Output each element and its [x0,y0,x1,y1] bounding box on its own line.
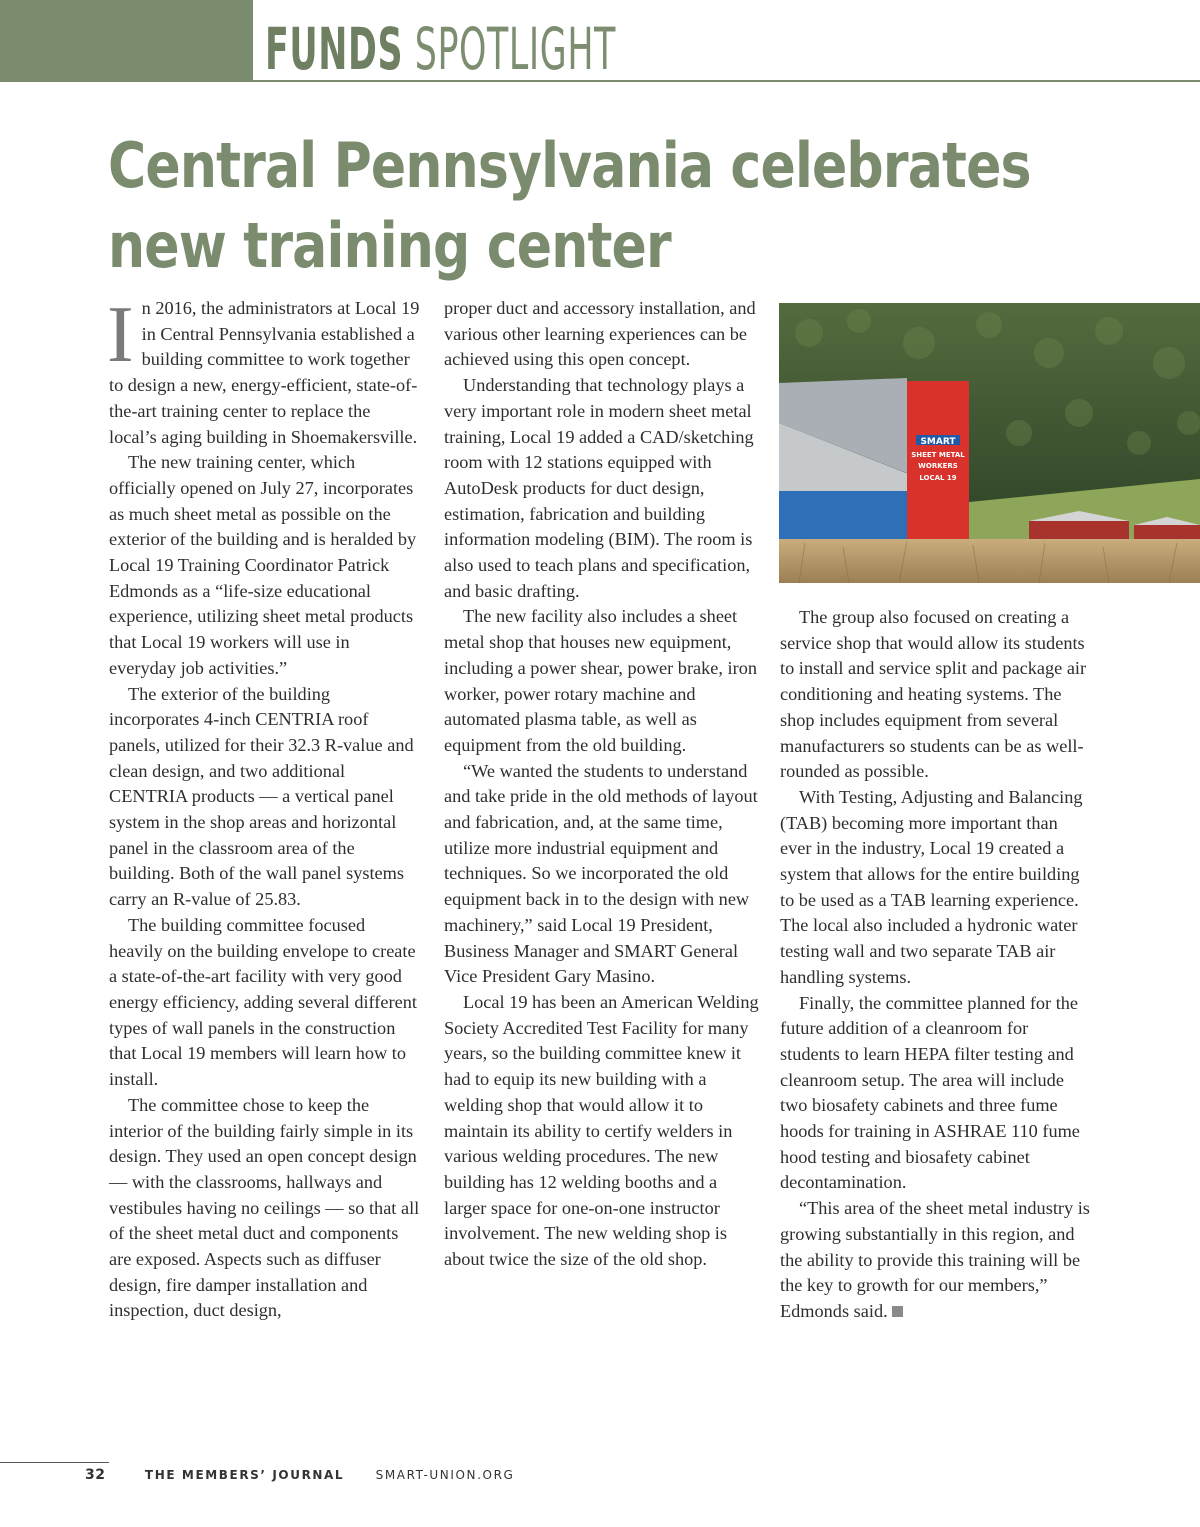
section-label [265,16,616,82]
website-url: SMART-UNION.ORG [375,1468,515,1482]
article-paragraph: The new training center, which officially opened on July 27, incorporates as much sheet metal as possible on the exterior of the building and is heralded by Local 19 Training Coordinator Patrick Edmonds as a “life-size educational experience, utilizing sheet metal products that Local 19 workers will use in everyday job activities.” [109,452,417,678]
text-column-2 [444,296,759,1273]
article-paragraph-continued: proper duct and accessory installation, and various other learning experiences can be achieved using this open concept. [444,298,756,370]
text-column-1 [107,291,421,1324]
sign-line-2: SHEET METAL [911,451,965,459]
paragraph-text: “This area of the sheet metal industry is growing substantially in this region, and the ability to provide this training will be the key to growth for our members,” Edmonds said. [780,1198,1090,1321]
article-headline [108,126,1116,286]
page-number: 32 [85,1467,106,1483]
header-color-block [0,0,253,82]
paragraph-text: n 2016, the administrators at Local 19 in Central Pennsylvania established a building committee to work together to design a new, energy-efficient, state-of-the-art training center to replace the local’s aging building in Shoemakersville. [109,298,420,447]
sign-line-1: SMART [920,437,956,447]
article-paragraph: Understanding that technology plays a very important role in modern sheet metal training, Local 19 added a CAD/sketching room with 12 stations equipped with AutoDesk products for duct design, estimation, fabrication and building information modeling (BIM). The room is also used to teach plans and specification, and basic drafting. [444,375,754,601]
red-wall-panel [907,381,969,561]
sign-line-3: WORKERS [918,462,958,470]
article-paragraph-final [780,1196,1092,1325]
training-center-photo [779,303,1200,583]
article-paragraph: Local 19 has been an American Welding Society Accredited Test Facility for many years, so the building committee knew it had to equip its new building with a welding shop that would allow it to maintain its ability to certify welders in various welding procedures. The new building has 12 welding booths and a larger space for one-on-one instructor involvement. The new welding shop is about twice the size of the old shop. [444,991,759,1270]
article-paragraph [107,291,421,450]
article-paragraph: “We wanted the students to understand and take pride in the old methods of layout and fabrication, and, at the same time, utilize more industrial equipment and techniques. So we incorporated the old equipment back in to the design with new machinery,” said Local 19 President, Business Manager and SMART General Vice President Gary Masino. [444,760,758,987]
article-paragraph: With Testing, Adjusting and Balancing (TAB) becoming more important than ever in the industry, Local 19 created a system that allows for the entire building to be used as a TAB learning experience. The local also included a hydronic water testing wall and two separate TAB air handling systems. [780,786,1083,987]
article-paragraph: The committee chose to keep the interior of the building fairly simple in its design. They used an open concept design — with the classrooms, hallways and vestibules having no ceilings — so that all of the sheet metal duct and components are exposed. Aspects such as diffuser design, fire damper installation and inspection, duct design, [109,1094,420,1321]
section-label-light: SPOTLIGHT [414,15,616,83]
end-mark-icon [892,1306,903,1317]
drop-cap: I [107,291,134,379]
headline-line-2: new training center [108,209,671,282]
text-column-3 [780,605,1092,1325]
headline-line-1: Central Pennsylvania celebrates [108,129,1031,202]
article-paragraph: Finally, the committee planned for the future addition of a cleanroom for students to learn HEPA filter testing and cleanroom setup. The area will include two biosafety cabinets and three fume hoods for training in ASHRAE 110 fume hood testing and biosafety cabinet decontamination. [780,992,1080,1193]
article-paragraph: The group also focused on creating a service shop that would allow its students to install and service split and package air conditioning and heating systems. The shop includes equipment from several manufacturers so students can be as well-rounded as possible. [780,607,1087,782]
section-label-bold: FUNDS [265,15,404,83]
page-footer [85,1467,514,1483]
article-paragraph: The building committee focused heavily on the building envelope to create a state-of-the-art facility with very good energy efficiency, adding several different types of wall panels in the construction that Local 19 members will learn how to install. [109,914,417,1090]
article-paragraph: The exterior of the building incorporates 4-inch CENTRIA roof panels, utilized for their 32.3 R-value and clean design, and two additional CENTRIA products — a vertical panel system in the shop areas and horizontal panel in the classroom area of the building. Both of the wall panel systems carry an R-value of 25.83. [109,683,414,910]
sign-line-4: LOCAL 19 [919,474,957,482]
article-paragraph: The new facility also includes a sheet metal shop that houses new equipment, including a power shear, power brake, iron worker, power rotary machine and automated plasma table, as well as equipment from the old building. [444,606,757,755]
footer-rule [0,1462,109,1463]
journal-name: THE MEMBERS’ JOURNAL [144,1468,345,1482]
tall-grass-field [779,539,1200,583]
